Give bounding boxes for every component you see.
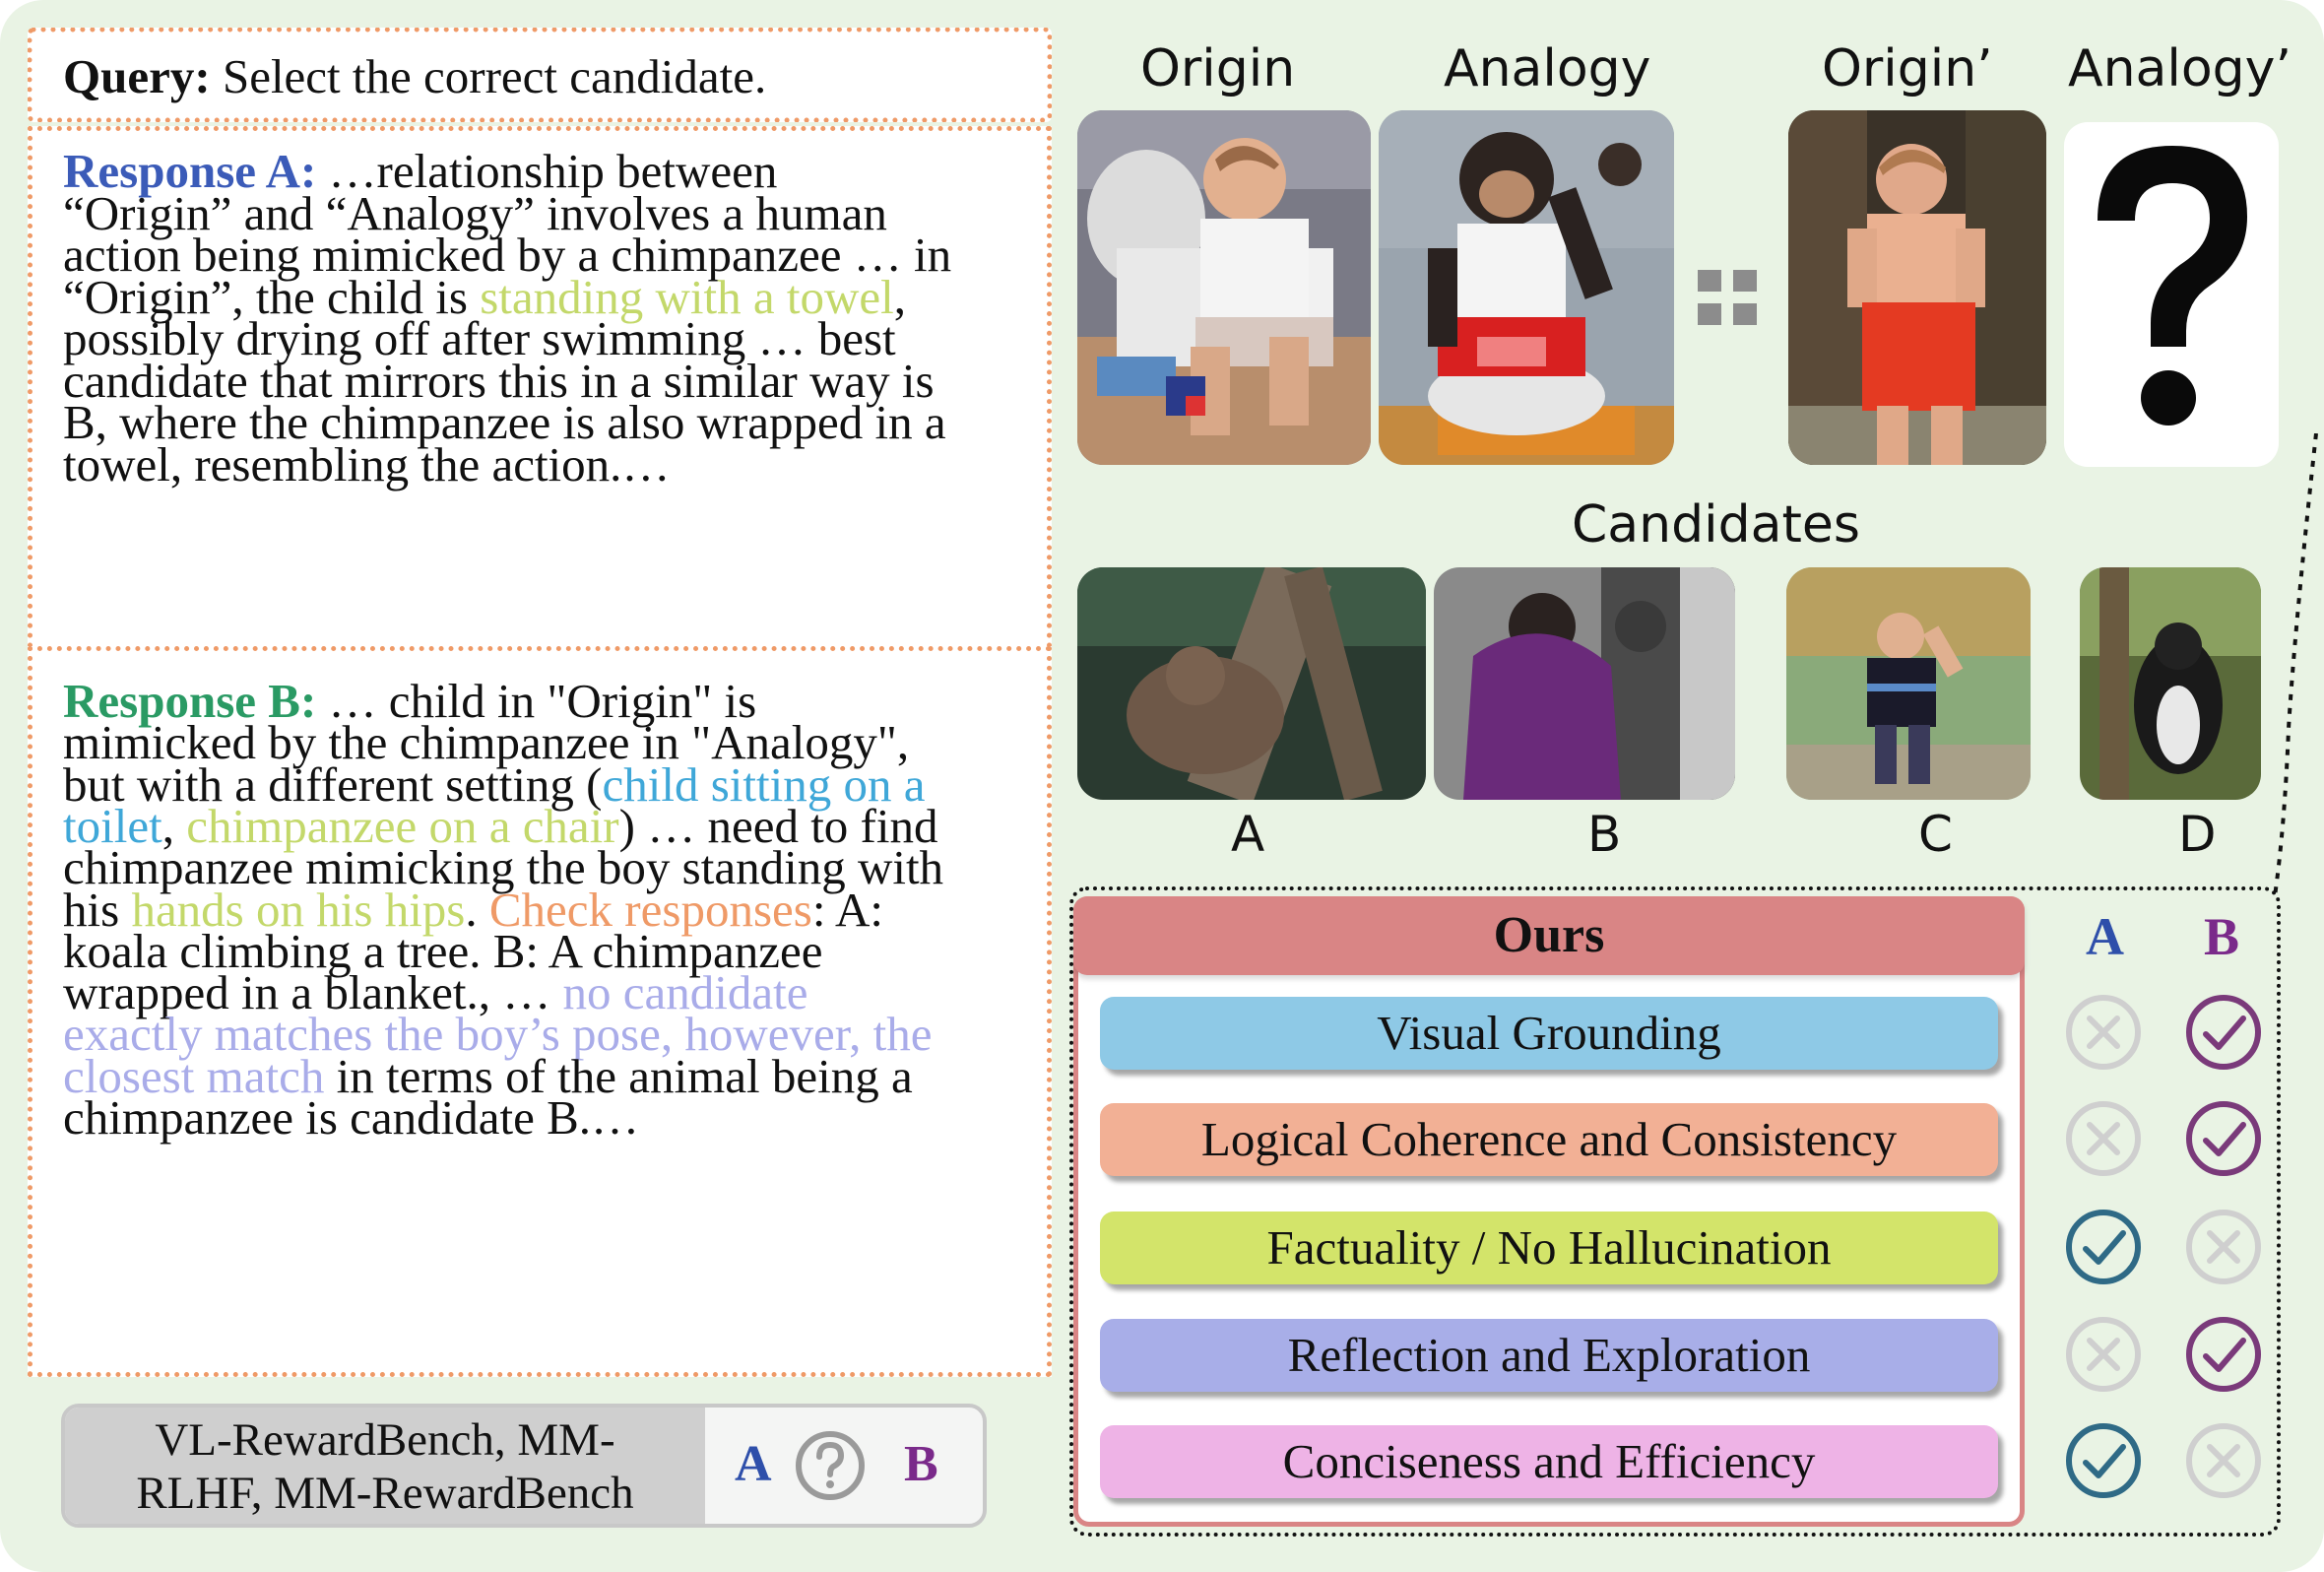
ours-col-a: A: [2086, 907, 2124, 966]
candidate-a-image: [1077, 567, 1426, 800]
cross-circle-icon: [2062, 1313, 2145, 1396]
criterion-bar: [1100, 1212, 1998, 1284]
cross-circle-icon: [2182, 1419, 2265, 1502]
candidates-title: Candidates: [1572, 495, 1860, 555]
cross-circle-icon: [2182, 1206, 2265, 1288]
check-circle-icon: [2062, 1206, 2145, 1288]
origin-prime-image: [1788, 110, 2046, 465]
text-segment: : A:: [811, 882, 883, 937]
text-segment: … child in "Origin" is: [316, 674, 757, 728]
benchmark-line-1: VL-RewardBench, MM-: [155, 1414, 615, 1466]
text-segment: but with a different setting (: [63, 756, 603, 812]
text-segment: “Origin”, the child is: [63, 269, 481, 324]
response-b-label: Response B:: [63, 674, 317, 728]
text-segment: exactly matches the boy’s pose, however, the: [63, 1007, 933, 1062]
criterion-label: Factuality / No Hallucination: [1266, 1220, 1832, 1275]
text-segment: chimpanzee is candidate B.…: [63, 1090, 640, 1145]
text-line: [63, 433, 670, 496]
criterion-label: Reflection and Exploration: [1287, 1328, 1811, 1382]
text-segment: B, where the chimpanzee is also wrapped in a: [63, 395, 946, 449]
text-segment: action being mimicked by a chimpanzee … in: [63, 228, 952, 282]
check-circle-icon: [2182, 1313, 2265, 1396]
text-segment: candidate that mirrors this in a similar way is: [63, 353, 935, 408]
candidate-label-c: C: [1918, 806, 1953, 863]
question-mark-icon: [2064, 122, 2279, 467]
candidate-d-image: [2080, 567, 2261, 800]
cross-circle-icon: [2062, 1097, 2145, 1180]
text-segment: Check responses: [488, 882, 812, 937]
text-segment: ,: [161, 798, 187, 853]
ours-col-b: B: [2204, 907, 2240, 966]
text-segment: koala climbing a tree. B: A chimpanzee: [63, 923, 823, 978]
check-circle-icon: [2062, 1419, 2145, 1502]
criterion-bar: [1100, 997, 1998, 1070]
header-analogy: Analogy: [1444, 39, 1651, 98]
text-segment: .: [465, 882, 489, 937]
text-segment: his: [63, 882, 132, 937]
query-line: [63, 45, 766, 108]
header-origin: Origin: [1140, 39, 1296, 98]
text-segment: no candidate: [562, 965, 808, 1020]
analogy-image: [1379, 110, 1674, 465]
text-line: [63, 1086, 639, 1149]
text-segment: hands on his hips: [131, 882, 466, 937]
benchmark-box: [61, 1404, 987, 1528]
text-segment: in terms of the animal being a: [324, 1048, 913, 1103]
candidate-c-image: [1786, 567, 2031, 800]
text-segment: mimicked by the chimpanzee in "Analogy",: [63, 715, 910, 770]
cross-circle-icon: [2062, 991, 2145, 1074]
header-origin-prime: Origin’: [1822, 39, 1993, 98]
text-segment: wrapped in a blanket., …: [63, 965, 563, 1020]
criterion-bar: [1100, 1425, 1998, 1498]
analogy-prime-placeholder: [2064, 122, 2279, 467]
query-label: Query:: [63, 49, 211, 103]
check-circle-icon: [2182, 1097, 2265, 1180]
criterion-bar: [1100, 1319, 1998, 1392]
candidate-label-d: D: [2178, 806, 2217, 863]
text-segment: standing with a towel: [480, 269, 894, 324]
check-circle-icon: [2182, 991, 2265, 1074]
criterion-label: Logical Coherence and Consistency: [1200, 1112, 1898, 1166]
text-segment: “Origin” and “Analogy” involves a human: [63, 185, 887, 240]
candidate-label-b: B: [1587, 806, 1622, 863]
benchmark-line-2: RLHF, MM-RewardBench: [136, 1468, 634, 1519]
query-text: Select the correct candidate.: [222, 49, 767, 103]
ratio-dots-icon: [1692, 266, 1763, 331]
response-a-label: Response A:: [63, 144, 317, 198]
criterion-label: Visual Grounding: [1377, 1006, 1721, 1060]
text-segment: …relationship between: [316, 144, 778, 198]
text-segment: towel, resembling the action.…: [63, 436, 671, 491]
question-circle-icon: [794, 1429, 867, 1502]
criterion-bar: [1100, 1103, 1998, 1176]
ours-header: [1073, 896, 2025, 975]
text-segment: closest match: [63, 1048, 325, 1103]
benchmark-b-label: B: [904, 1436, 938, 1492]
benchmark-a-label: A: [735, 1436, 772, 1492]
text-segment: toilet: [63, 798, 162, 853]
origin-image: [1077, 110, 1371, 465]
text-segment: possibly drying off after swimming … best: [63, 311, 896, 365]
connector-line: [2265, 433, 2324, 896]
text-segment: child sitting on a: [602, 756, 926, 812]
ours-title: Ours: [1493, 907, 1605, 963]
text-segment: ) … need to find: [618, 798, 938, 853]
text-segment: ,: [893, 269, 906, 324]
criterion-label: Conciseness and Efficiency: [1282, 1434, 1816, 1488]
text-segment: chimpanzee mimicking the boy standing with: [63, 840, 944, 895]
text-segment: chimpanzee on a chair: [186, 798, 619, 853]
candidate-label-a: A: [1231, 806, 1265, 863]
candidate-b-image: [1434, 567, 1735, 800]
header-analogy-prime: Analogy’: [2068, 39, 2292, 98]
